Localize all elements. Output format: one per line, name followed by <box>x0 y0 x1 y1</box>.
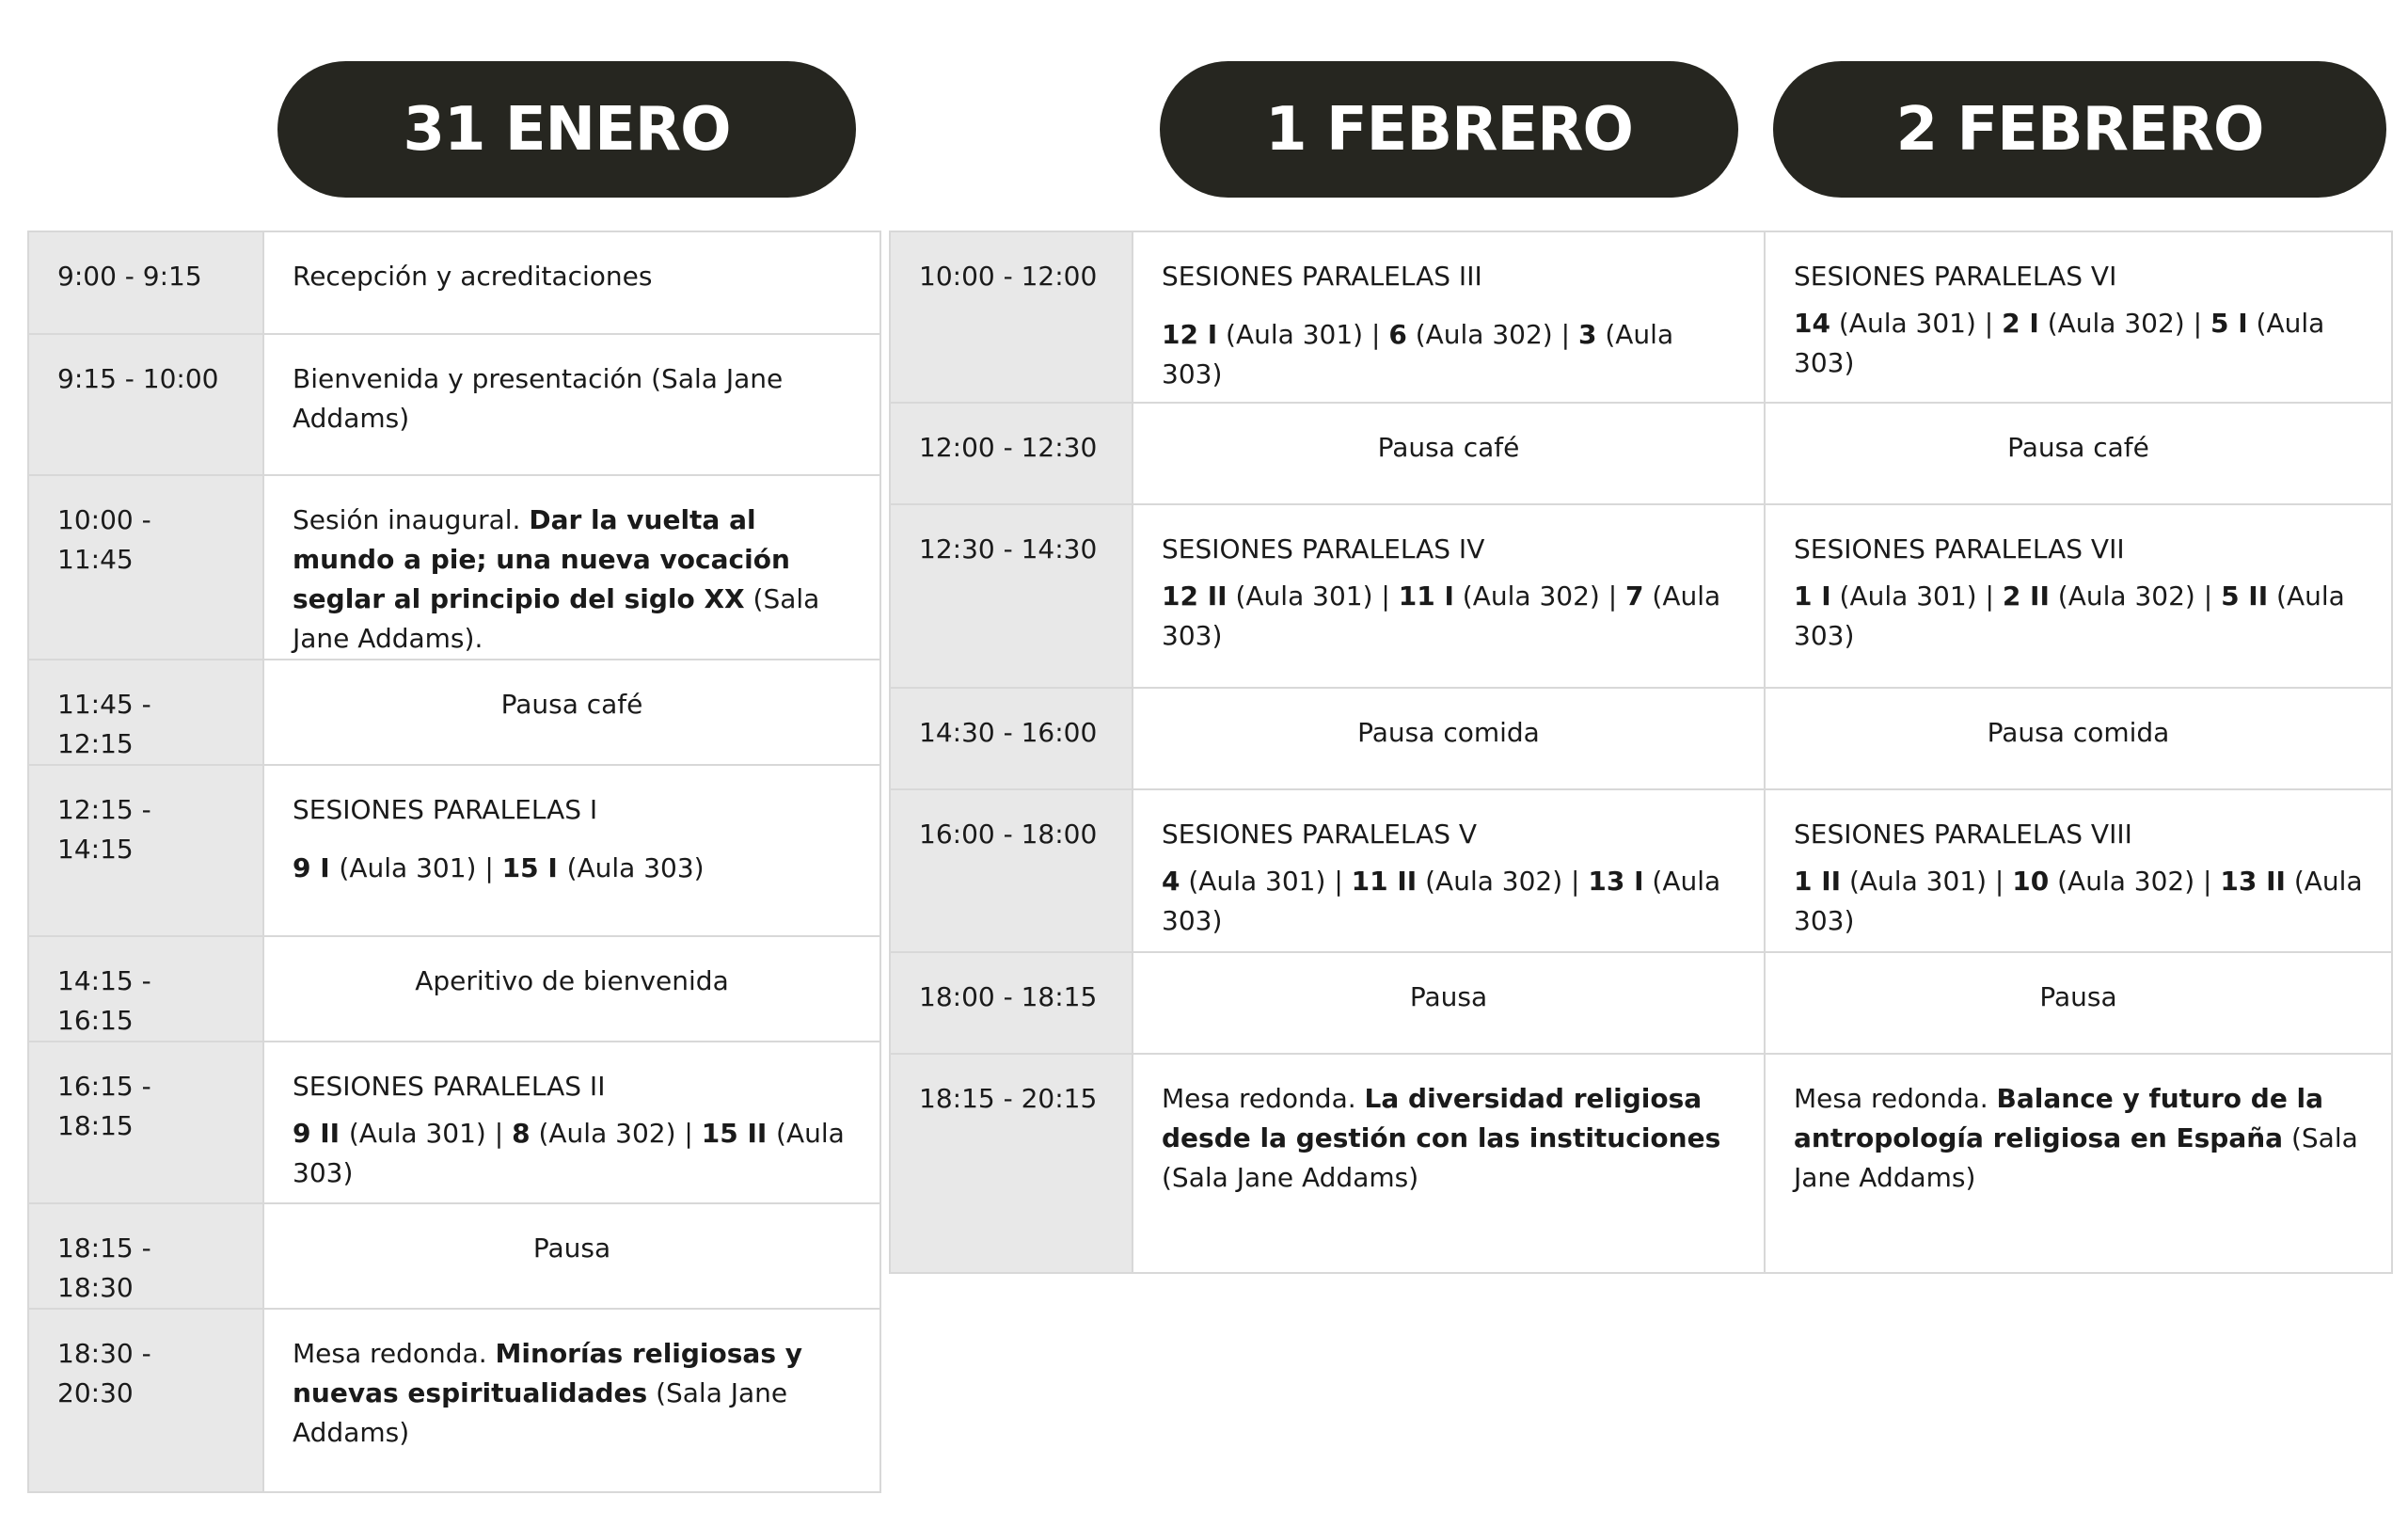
time-cell: 12:00 - 12:30 <box>890 403 1133 504</box>
session-topic: Dar la vuelta al mundo a pie; una nueva vocación seglar al principio del siglo XX <box>293 504 790 614</box>
room-label: (Aula 303) <box>566 852 705 883</box>
break-cell <box>1765 688 2392 789</box>
session-title: SESIONES PARALELAS V <box>1162 819 1478 850</box>
schedule-row <box>890 688 2392 789</box>
session-number: 4 <box>1162 866 1180 897</box>
session-type: Sesión inaugural. <box>293 504 530 535</box>
room-label: (Aula 302) | <box>2049 866 2221 897</box>
schedule-table-31-enero <box>27 231 881 1493</box>
session-venue: (Sala Jane Addams) <box>1794 1122 2358 1193</box>
parallel-session-cell <box>263 765 880 936</box>
session-number: 15 II <box>701 1118 777 1149</box>
session-title: SESIONES PARALELAS I <box>293 794 598 825</box>
break-cell <box>1133 952 1765 1054</box>
activity-label: Bienvenida y presentación (Sala Jane Addams) <box>293 363 784 434</box>
day-header-1-febrero: 1 FEBRERO <box>1160 61 1738 198</box>
session-title: SESIONES PARALELAS VI <box>1794 261 2117 292</box>
schedule-row <box>890 403 2392 504</box>
session-topic: Minorías religiosas y nuevas espiritualidades <box>293 1338 802 1408</box>
break-cell <box>1765 952 2392 1054</box>
session-number: 15 I <box>501 852 567 883</box>
room-label: (Aula 301) | <box>339 852 502 883</box>
room-label: (Aula 301) | <box>348 1118 513 1149</box>
parallel-session-cell <box>1133 231 1765 403</box>
room-label: (Aula 303) <box>1794 866 2363 936</box>
time-cell: 16:15 - 18:15 <box>28 1042 263 1203</box>
room-label: (Aula 302) | <box>2038 308 2210 339</box>
activity-label: Pausa <box>2039 981 2117 1012</box>
session-rooms <box>1162 577 1735 656</box>
featured-session-cell <box>1765 1054 2392 1273</box>
session-number: 6 <box>1388 319 1407 350</box>
schedule-row <box>28 1042 880 1203</box>
break-cell <box>1133 403 1765 504</box>
room-label: (Aula 302) | <box>1453 581 1626 612</box>
time-cell: 12:15 - 14:15 <box>28 765 263 936</box>
session-rooms <box>1794 862 2363 941</box>
session-venue: (Sala Jane Addams) <box>293 1377 788 1448</box>
session-number: 11 II <box>1351 866 1418 897</box>
featured-session-cell <box>1133 1054 1765 1273</box>
session-number: 5 I <box>2210 308 2248 339</box>
room-label: (Aula 302) | <box>1417 866 1589 897</box>
session-rooms <box>1794 577 2363 656</box>
break-cell <box>263 660 880 765</box>
time-cell: 12:30 - 14:30 <box>890 504 1133 688</box>
session-type: Mesa redonda. <box>1162 1083 1365 1114</box>
session-venue: (Sala Jane Addams). <box>293 583 820 654</box>
time-cell: 10:00 - 11:45 <box>28 475 263 660</box>
featured-session-cell <box>263 1309 880 1492</box>
time-cell: 18:15 - 20:15 <box>890 1054 1133 1273</box>
session-title: SESIONES PARALELAS III <box>1162 261 1482 292</box>
room-label: (Aula 303) <box>293 1118 845 1188</box>
session-number: 9 I <box>293 852 340 883</box>
activity-label: Pausa <box>532 1233 611 1264</box>
parallel-session-cell <box>1765 231 2392 403</box>
schedule-row <box>890 504 2392 688</box>
time-cell: 14:30 - 16:00 <box>890 688 1133 789</box>
schedule-table-febrero <box>889 231 2393 1274</box>
activity-label: Pausa café <box>1377 432 1520 463</box>
session-venue: (Sala Jane Addams) <box>1162 1162 1419 1193</box>
session-number: 10 <box>2012 866 2050 897</box>
room-label: (Aula 303) <box>1794 308 2325 378</box>
session-rooms <box>293 1114 851 1193</box>
schedule-row <box>28 936 880 1042</box>
session-number: 1 II <box>1794 866 1842 897</box>
session-number: 12 I <box>1162 319 1218 350</box>
schedule-row <box>28 231 880 334</box>
room-label: (Aula 303) <box>1162 866 1721 936</box>
break-cell <box>1765 403 2392 504</box>
session-number: 7 <box>1625 581 1644 612</box>
session-rooms <box>1794 304 2363 383</box>
schedule-row <box>890 231 2392 403</box>
session-topic: La diversidad religiosa desde la gestión con las instituciones <box>1162 1083 1721 1153</box>
session-number: 3 <box>1577 319 1597 350</box>
room-label: (Aula 301) | <box>1830 308 2003 339</box>
day-header-31-enero: 31 ENERO <box>277 61 856 198</box>
session-number: 12 II <box>1162 581 1228 612</box>
session-number: 9 II <box>293 1118 349 1149</box>
activity-label: Pausa <box>1409 981 1488 1012</box>
room-label: (Aula 303) <box>1162 319 1674 390</box>
room-label: (Aula 302) | <box>530 1118 702 1149</box>
break-cell <box>263 334 880 475</box>
room-label: (Aula 301) | <box>1217 319 1389 350</box>
parallel-session-cell <box>1765 789 2392 952</box>
activity-label: Aperitivo de bienvenida <box>415 965 729 996</box>
activity-label: Pausa café <box>2007 432 2149 463</box>
schedule-row <box>28 1309 880 1492</box>
parallel-session-cell <box>263 1042 880 1203</box>
break-cell <box>263 936 880 1042</box>
session-number: 8 <box>512 1118 531 1149</box>
parallel-session-cell <box>1133 789 1765 952</box>
parallel-session-cell <box>1765 504 2392 688</box>
parallel-session-cell <box>1133 504 1765 688</box>
time-cell: 18:15 - 18:30 <box>28 1203 263 1309</box>
session-title: SESIONES PARALELAS VII <box>1794 533 2125 565</box>
session-number: 11 I <box>1398 581 1454 612</box>
session-rooms <box>1162 862 1735 941</box>
time-cell: 14:15 - 16:15 <box>28 936 263 1042</box>
schedule-row <box>28 765 880 936</box>
activity-label: Pausa comida <box>1357 717 1540 748</box>
session-number: 2 II <box>2002 581 2050 612</box>
room-label: (Aula 303) <box>1794 581 2345 651</box>
time-cell: 18:00 - 18:15 <box>890 952 1133 1054</box>
time-cell: 9:00 - 9:15 <box>28 231 263 334</box>
schedule-row <box>890 789 2392 952</box>
session-title: SESIONES PARALELAS VIII <box>1794 819 2132 850</box>
room-label: (Aula 301) | <box>1841 866 2013 897</box>
activity-label: Pausa comida <box>1987 717 2170 748</box>
session-rooms <box>293 849 851 888</box>
schedule-row <box>890 952 2392 1054</box>
schedule-row <box>28 660 880 765</box>
time-cell: 10:00 - 12:00 <box>890 231 1133 403</box>
schedule-row <box>890 1054 2392 1273</box>
activity-label: Recepción y acreditaciones <box>293 261 653 292</box>
room-label: (Aula 303) <box>1162 581 1721 651</box>
session-number: 14 <box>1794 308 1830 339</box>
session-number: 13 I <box>1588 866 1644 897</box>
break-cell <box>263 1203 880 1309</box>
break-cell <box>263 231 880 334</box>
session-type: Mesa redonda. <box>1794 1083 1997 1114</box>
session-topic: Balance y futuro de la antropología religiosa en España <box>1794 1083 2324 1153</box>
session-title: SESIONES PARALELAS II <box>293 1071 606 1102</box>
room-label: (Aula 302) | <box>2049 581 2222 612</box>
schedule-row <box>28 334 880 475</box>
session-rooms <box>1162 315 1735 394</box>
session-number: 1 I <box>1794 581 1831 612</box>
room-label: (Aula 301) | <box>1227 581 1399 612</box>
schedule-row <box>28 475 880 660</box>
session-number: 2 I <box>2002 308 2039 339</box>
schedule-row <box>28 1203 880 1309</box>
break-cell <box>1133 688 1765 789</box>
session-type: Mesa redonda. <box>293 1338 496 1369</box>
time-cell: 18:30 - 20:30 <box>28 1309 263 1492</box>
room-label: (Aula 302) | <box>1406 319 1578 350</box>
activity-label: Pausa café <box>500 689 643 720</box>
session-number: 5 II <box>2221 581 2269 612</box>
room-label: (Aula 301) | <box>1830 581 2003 612</box>
time-cell: 9:15 - 10:00 <box>28 334 263 475</box>
featured-session-cell <box>263 475 880 660</box>
session-title: SESIONES PARALELAS IV <box>1162 533 1485 565</box>
day-header-2-febrero: 2 FEBRERO <box>1773 61 2386 198</box>
session-number: 13 II <box>2220 866 2286 897</box>
time-cell: 16:00 - 18:00 <box>890 789 1133 952</box>
time-cell: 11:45 - 12:15 <box>28 660 263 765</box>
room-label: (Aula 301) | <box>1180 866 1352 897</box>
